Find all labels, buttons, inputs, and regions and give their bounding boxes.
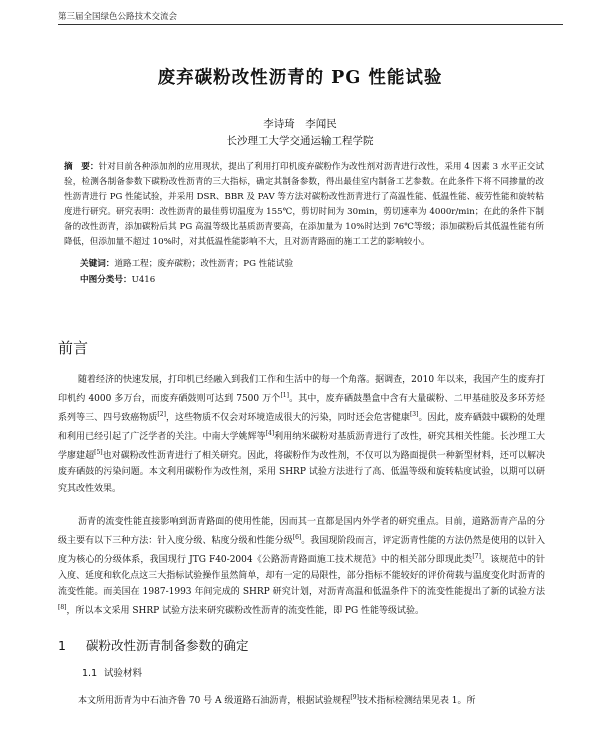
citation-marker: [3]	[409, 411, 419, 419]
citation-marker: [9]	[350, 694, 359, 701]
paper-title: 废弃碳粉改性沥青的 PG 性能试验	[157, 68, 443, 88]
intro-paragraph-1: 随着经济的快速发展，打印机已经融入到我们工作和生活中的每一个角落。据调查，2010 年以来，我国产生的废弃打印机约 4000 多万台，而废弃硒鼓则可达到 7500 万个[1]。其中，废弃硒鼓墨盒中含有大量碳粉、二甲基硅胶及多环芳烃系列等三、四号致癌物质[2]，这些物质不仅会对环境造成很大的污染，同时还会危害健康[3]。因此，废弃硒鼓中碳粉的处理和利用已经引起了广泛学者的关注。中南大学姚辉等[4]利用纳米碳粉对基质沥青进行了改性，研究其相关性能。长沙理工大学廖建超[5]也对碳粉改性沥青进行了相关研究。因此，将碳粉作为改性剂，不仅可以为路面提供一种新型材料，还可以解决废弃硒鼓的污染问题。本文利用碳粉作为改性剂，采用 SHRP 试验方法进行了高、低温等级和旋转粘度试验，以期可以研究其改性效果。	[58, 375, 545, 494]
header-rule	[58, 24, 563, 25]
running-header: 第三届全国绿色公路技术交流会	[58, 12, 178, 22]
subsection-1-1-heading	[82, 665, 142, 679]
paper-authors: 李诗琦 李闻民	[263, 118, 337, 130]
subsection-1-1-title: 试验材料	[104, 668, 143, 679]
citation-marker: [7]	[472, 553, 481, 561]
intro-heading: 前言	[58, 339, 89, 357]
subsection-1-1-number: 1.1	[82, 668, 98, 679]
intro-paragraph-2: 沥青的流变性能直接影响到沥青路面的使用性能，因而其一直都是国内外学者的研究重点。目前，道路沥青产品的分级主要有以下三种方法：针入度分级、粘度分级和性能分级[6]。我国现阶段而言，评定沥青性能的方法仍然是使用的以针入度为核心的分级体系，我国现行 JTG F40-2004《公路沥青路面施工技术规范》中的相关部分即现此类[7]。该规范中的针入度、延度和软化点这三大指标试验操作虽然简单，却有一定的局限性，部分指标不能较好的评价荷载与温度变化时沥青的流变性能。而美国在 1987-1993 年间完成的 SHRP 研究计划，对沥青高温和低温条件下的流变性能提出了新的试验方法[8]，所以本文采用 SHRP 试验方法来研究碳粉改性沥青的流变性能，即 PG 性能等级试验。	[58, 517, 545, 617]
paper-affiliation: 长沙理工大学交通运输工程学院	[226, 135, 374, 147]
abstract-label: 摘 要：	[64, 162, 99, 172]
citation-marker: [4]	[265, 430, 275, 438]
keywords-label: 关键词：	[80, 259, 115, 269]
abstract-text: 针对目前各种添加剂的应用现状，提出了利用打印机废弃碳粉作为改性剂对沥青进行改性，采用 4 因素 3 水平正交试验，检测各制备参数下碳粉改性沥青的三大指标，确定其制备参数，得出最佳室内制备工艺参数。在此条件下将不同掺量的改性沥青进行 PG 性能试验，并采用 DSR、BBR 及 PAV 等方法对碳粉改性沥青进行了高温性能、低温性能、疲劳性能和旋转粘度进行研究。研究表明：改性沥青的最佳剪切温度为 155℃，剪切时间为 30min，剪切速率为 4000r/min；在此的条件下制备的改性沥青，添加碳粉后其 PG 高温等级比基质沥青要高，在添加量为 10%时达到 76℃等级；添加碳粉后其低温性能有所降低，但添加量不超过 10%时，对其低温性能影响不大，且对沥青路面的施工工艺的影响较小。	[64, 162, 544, 248]
citation-marker: [1]	[280, 392, 289, 400]
citation-marker: [6]	[292, 534, 302, 542]
citation-marker: [8]	[58, 604, 67, 612]
abstract	[64, 160, 544, 251]
keywords	[80, 257, 293, 269]
classification	[80, 273, 155, 285]
classification-text: U416	[131, 275, 156, 285]
keywords-text: 道路工程；废弃碳粉；改性沥青；PG 性能试验	[114, 259, 294, 269]
section-1-heading	[58, 636, 249, 654]
section-1-number: 1	[58, 638, 66, 653]
section-1-paragraph-1: 本文所用沥青为中石油齐鲁 70 号 A 级道路石油沥青，根据试验规程[9]技术指标检测结果见表 1。所	[78, 694, 476, 706]
citation-marker: [2]	[157, 411, 166, 419]
citation-marker: [5]	[94, 449, 103, 457]
section-1-title: 碳粉改性沥青制备参数的确定	[86, 638, 249, 653]
classification-label: 中图分类号：	[80, 275, 132, 285]
